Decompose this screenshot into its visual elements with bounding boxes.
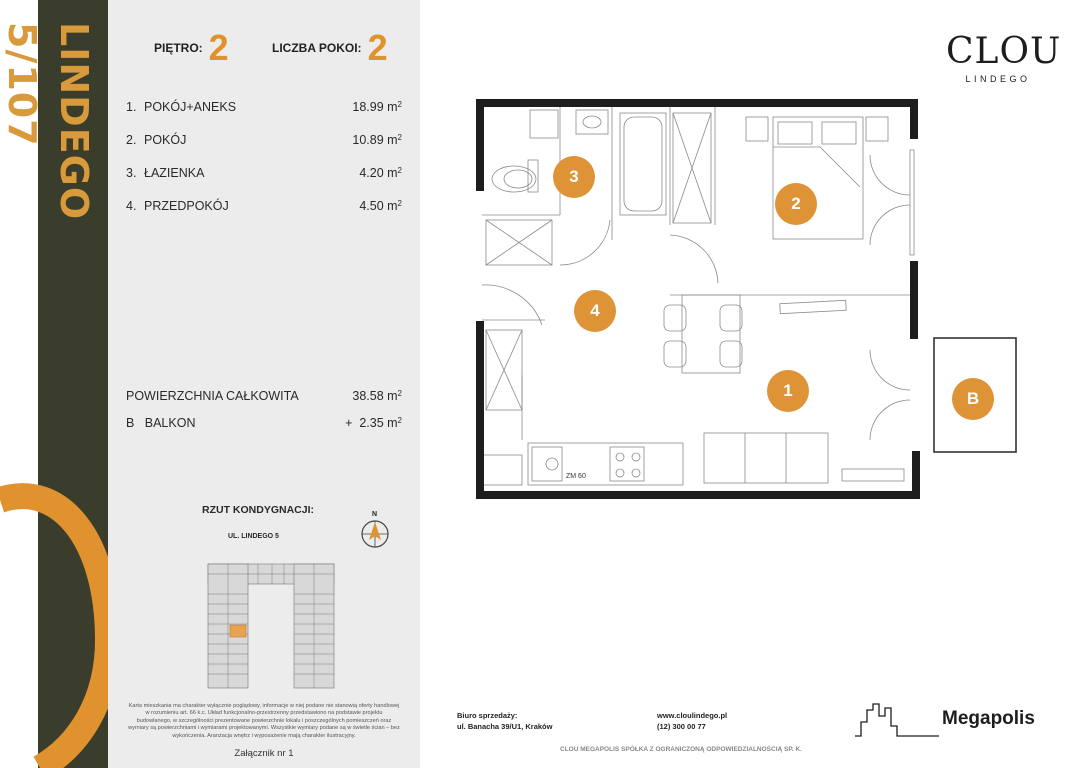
total-area-label: POWIERZCHNIA CAŁKOWITA [126, 389, 299, 403]
floor-label: PIĘTRO: [154, 41, 203, 55]
rooms-header [272, 27, 388, 68]
room-row [126, 100, 402, 120]
floor-plan [470, 95, 1030, 505]
room-area: 4.20 $m^2$ [359, 166, 402, 180]
website-link[interactable]: www.cloulindego.pl [657, 711, 728, 720]
room-badge-3: 3 [553, 156, 595, 198]
disclaimer: Karta mieszkania ma charakter wyłącznie poglądowy, informacje w niej podane nie stanowią oferty handlowej w rozumieniu art. 66 k.c. Układ funkcjonalno-przestrzenny przedstawiono na podstawie projektu budowlanego, w szczególności prezentowane powierzchnie lokalu i poszczególnych pomieszczeń oraz wymiary są powierzchniami i wymiarami projektowanymi. Wszystkie wymiary podane są w świetle ścian – bez wykończenia. Aranżacja wnętrz i wyposażenie mają charakter ilustracyjny. [128, 703, 400, 739]
total-area-value: 38.58 $m^2$ [352, 389, 402, 403]
total-area-row [126, 389, 402, 409]
keyplan-street: UL. LINDEGO 5 [228, 533, 279, 540]
room-name: PRZEDPOKÓJ [144, 199, 229, 213]
company-name: CLOU MEGAPOLIS SPÓŁKA Z OGRANICZONĄ ODPOWIEDZIALNOŚCIĄ SP. K. [560, 746, 802, 753]
svg-text:N: N [372, 511, 378, 518]
contact-info [657, 710, 727, 732]
balcony-row [126, 416, 402, 436]
sales-office [457, 710, 552, 732]
room-number: 4. [126, 199, 137, 213]
room-area: 4.50 $m^2$ [359, 199, 402, 213]
room-name: ŁAZIENKA [144, 166, 205, 180]
side-band [0, 0, 108, 768]
annex-label: Załącznik nr 1 [234, 748, 294, 759]
info-panel [108, 0, 420, 768]
balcony-label: B BALKON [126, 416, 196, 430]
sales-office-label: Biuro sprzedaży: [457, 711, 518, 720]
room-name: POKÓJ+ANEKS [144, 100, 237, 114]
rooms-count-value: 2 [367, 27, 388, 68]
keyplan-title: RZUT KONDYGNACJI: [202, 504, 314, 516]
room-row [126, 199, 402, 219]
room-number: 3. [126, 166, 137, 180]
sales-office-address: ul. Banacha 39/U1, Kraków [457, 722, 553, 731]
apartment-highlight [230, 625, 246, 637]
room-row [126, 133, 402, 153]
brand-name: CLOU [946, 31, 1062, 72]
room-badge-4: 4 [574, 290, 616, 332]
floor-header [154, 27, 229, 68]
brand-logo [946, 31, 1062, 84]
room-area: 10.89 $m^2$ [352, 133, 402, 147]
floor-keyplan [206, 560, 336, 690]
room-name: POKÓJ [144, 133, 187, 147]
room-badge-1: 1 [767, 370, 809, 412]
room-area: 18.99 $m^2$ [352, 100, 402, 114]
floor-value: 2 [208, 27, 229, 68]
room-number: 2. [126, 133, 137, 147]
room-number: 1. [126, 100, 137, 114]
rooms-count-label: LICZBA POKOI: [272, 41, 362, 55]
megapolis-logo-icon [855, 702, 939, 738]
balcony-area: + 2.35 $m^2$ [345, 416, 402, 430]
room-row [126, 166, 402, 186]
phone-number: (12) 300 00 77 [657, 722, 706, 731]
room-badge-balcony: B [952, 378, 994, 420]
brand-subtitle: LINDEGO [965, 74, 1031, 84]
room-badge-2: 2 [775, 183, 817, 225]
compass-icon [358, 508, 392, 550]
developer-name: Megapolis [942, 708, 1035, 729]
apartment-title: LINDEGO 5/107 [0, 22, 96, 221]
fridge-label: ZM 60 [566, 473, 586, 480]
